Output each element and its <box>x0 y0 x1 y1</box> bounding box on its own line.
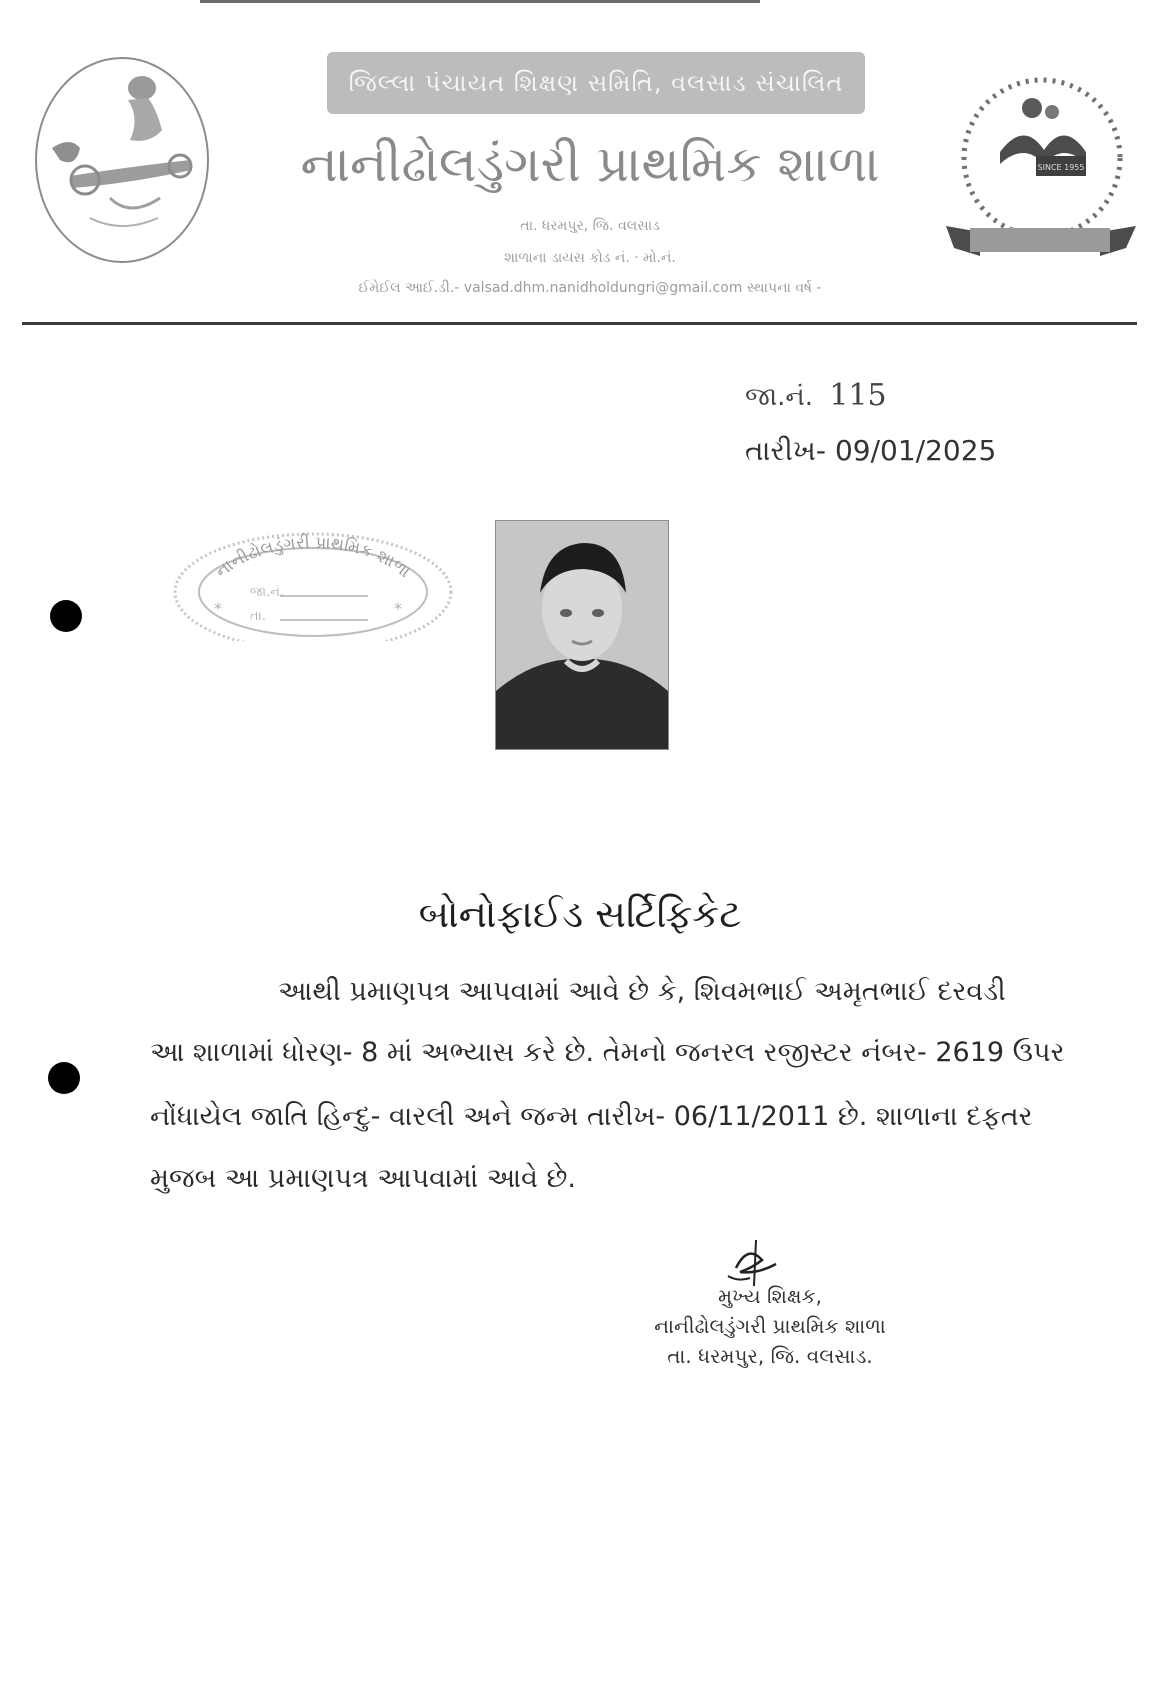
saraswati-emblem-icon <box>30 48 218 278</box>
certificate-text-line-3: નોંધાયેલ જાતિ હિન્દુ- વારલી અને જન્મ તારીખ- 06/11/2011 છે. શાળાના દફતર <box>150 1101 1033 1132</box>
certificate-title: બોનોફાઈડ સર્ટિફિકેટ <box>418 892 742 936</box>
school-address: તા. ધરમપુર, જિ. વલસાડ <box>520 218 660 234</box>
signatory-place: તા. ધરમપુર, જિ. વલસાડ. <box>667 1344 873 1368</box>
header-banner: જિલ્લા પંચાયત શિક્ષણ સમિતિ, વલસાડ સંચાલિત <box>327 52 865 114</box>
stamp-text: નાનીઢોલડુંગરી પ્રાથમિક શાળા <box>211 532 415 583</box>
stamp-line-1: જા.નં. <box>250 585 285 600</box>
svg-text:*: * <box>394 599 402 618</box>
date-label: તારીખ- <box>745 434 827 467</box>
certificate-text-line-4: મુજબ આ પ્રમાણપત્ર આપવામાં આવે છે. <box>150 1163 577 1194</box>
outward-number <box>745 378 887 413</box>
date-value: 09/01/2025 <box>834 434 997 467</box>
school-email-line: ઈમેઈલ આઈ.ડી.- valsad.dhm.nanidholdungri@gmail.com સ્થાપના વર્ષ - <box>358 280 822 296</box>
top-edge-line <box>200 0 760 3</box>
outward-value: 115 <box>829 378 887 413</box>
stamp-line-2: તા. <box>250 609 266 624</box>
outward-label: જા.નં. <box>745 382 814 412</box>
education-logo-icon <box>940 56 1140 268</box>
handwritten-signature <box>718 1238 788 1288</box>
header-divider <box>22 322 1137 325</box>
school-name-heading: નાનીઢોલડુંગરી પ્રાથમિક શાળા <box>300 135 880 193</box>
logo-since-text: SINCE 1955 <box>1037 163 1085 172</box>
certificate-text-line-1: આથી પ્રમાણપત્ર આપવામાં આવે છે કે, શિવમભાઈ અમૃતભાઈ દરવડી <box>278 976 1006 1007</box>
school-dise-line: શાળાના ડાયસ કોડ નં. · મો.નં. <box>504 250 676 266</box>
svg-text:નાનીઢોલડુંગરી પ્રાથમિક શાળા <box>212 533 414 582</box>
certificate-text-line-2: આ શાળામાં ધોરણ- 8 માં અભ્યાસ કરે છે. તેમનો જનરલ રજીસ્ટર નંબર- 2619 ઉપર <box>150 1037 1065 1068</box>
svg-text:*: * <box>214 599 222 618</box>
student-photo <box>495 520 669 750</box>
signatory-school: નાનીઢોલડુંગરી પ્રાથમિક શાળા <box>654 1314 886 1338</box>
school-rubber-stamp <box>168 516 458 641</box>
punch-hole <box>50 600 82 632</box>
punch-hole <box>48 1062 80 1094</box>
issue-date <box>745 434 996 468</box>
signatory-title: મુખ્ય શિક્ષક, <box>718 1284 822 1308</box>
